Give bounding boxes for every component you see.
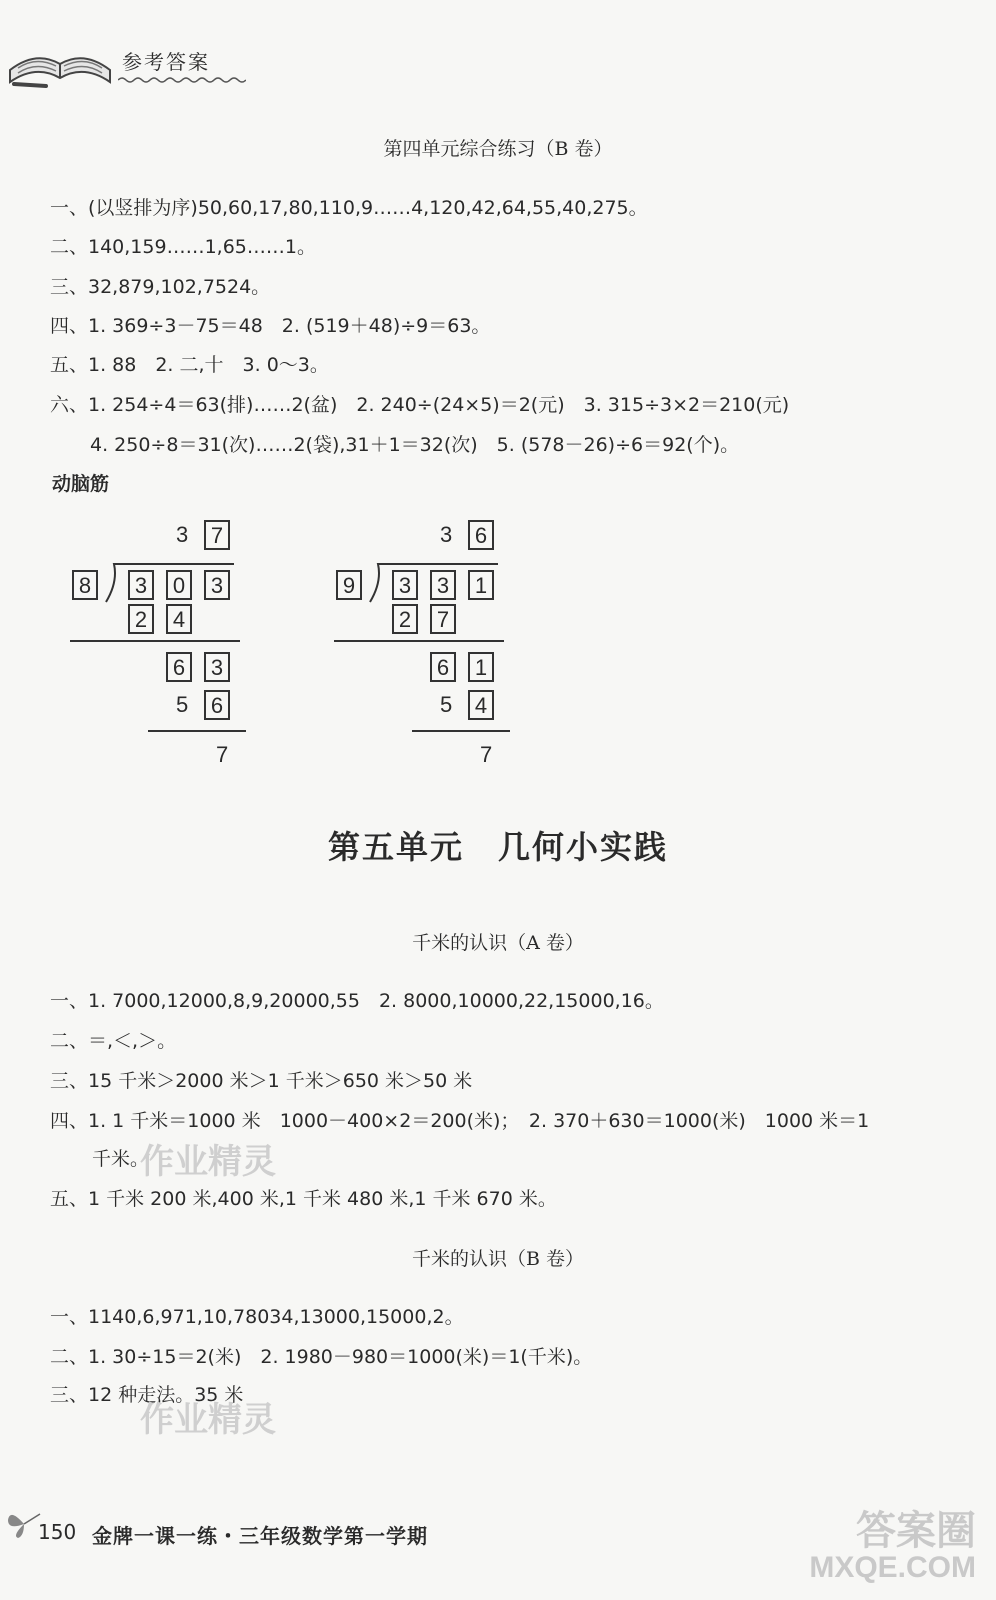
section-title: 第四单元综合练习（B 卷） — [383, 138, 613, 160]
remainder-digit: 7 — [480, 742, 493, 767]
answer-box: 6 — [204, 690, 230, 720]
answer-box: 4 — [166, 604, 192, 634]
section-title: 千米的认识（B 卷） — [411, 1248, 584, 1270]
answer-line: 二、＝,＜,＞。 — [50, 1030, 177, 1052]
book-icon — [6, 30, 114, 92]
answer-box: 3 — [204, 570, 230, 600]
answer-box: 4 — [468, 690, 494, 720]
page-number: 150 — [38, 1520, 77, 1544]
answer-line: 三、32,879,102,7524。 — [50, 276, 271, 298]
answer-line: 六、1. 254÷4＝63(排)……2(盆) 2. 240÷(24×5)＝2(元) 3. 315÷3×2＝210(元) — [50, 394, 790, 416]
division-rule — [412, 730, 510, 732]
header-title: 参考答案 — [122, 50, 210, 74]
watermark: 作业精灵 — [140, 1142, 276, 1182]
answer-box: 8 — [72, 570, 98, 600]
answer-box: 3 — [128, 570, 154, 600]
answer-line: 二、1. 30÷15＝2(米) 2. 1980－980＝1000(米)＝1(千米)。 — [50, 1346, 593, 1368]
answer-line: 千米。 — [92, 1148, 150, 1170]
answer-line: 4. 250÷8＝31(次)……2(袋),31＋1＝32(次) 5. (578－26)÷6＝92(个)。 — [90, 434, 740, 456]
answer-line: 一、(以竖排为序)50,60,17,80,110,9……4,120,42,64,55,40,275。 — [50, 197, 648, 219]
site-watermark-name: 答案圈 — [856, 1508, 976, 1554]
site-watermark — [809, 1510, 976, 1584]
subhead: 动脑筋 — [52, 473, 110, 495]
wave-divider — [118, 76, 246, 84]
answer-line: 四、1. 1 千米＝1000 米 1000－400×2＝200(米)； 2. 370＋630＝1000(米) 1000 米＝1 — [50, 1110, 870, 1132]
answer-box: 3 — [204, 652, 230, 682]
answer-box: 7 — [430, 604, 456, 634]
answer-line: 四、1. 369÷3－75＝48 2. (519＋48)÷9＝63。 — [50, 315, 491, 337]
quotient-digit: 3 — [440, 522, 453, 547]
answer-box: 1 — [468, 652, 494, 682]
section-title: 千米的认识（A 卷） — [412, 932, 584, 954]
answer-box: 3 — [430, 570, 456, 600]
answer-box: 2 — [128, 604, 154, 634]
answer-line: 五、1 千米 200 米,400 米,1 千米 480 米,1 千米 670 米。 — [50, 1188, 557, 1210]
division-rule — [334, 640, 504, 642]
answer-line: 二、140,159……1,65……1。 — [50, 236, 316, 258]
answer-line: 三、15 千米＞2000 米＞1 千米＞650 米＞50 米 — [50, 1070, 473, 1092]
answer-line: 三、12 种走法。35 米 — [50, 1384, 244, 1406]
watermark: 作业精灵 — [140, 1400, 276, 1440]
answer-line: 一、1140,6,971,10,78034,13000,15000,2。 — [50, 1306, 464, 1328]
answer-box: 3 — [392, 570, 418, 600]
answer-line: 五、1. 88 2. 二,十 3. 0～3。 — [50, 354, 329, 376]
answer-box: 0 — [166, 570, 192, 600]
site-watermark-url: MXQE.COM — [809, 1551, 976, 1584]
remainder-digit: 7 — [216, 742, 229, 767]
answer-box: 2 — [392, 604, 418, 634]
answer-box: 9 — [336, 570, 362, 600]
partial-digit: 5 — [440, 692, 453, 717]
partial-digit: 5 — [176, 692, 189, 717]
quotient-digit: 3 — [176, 522, 189, 547]
answer-box: 6 — [166, 652, 192, 682]
answer-box: 1 — [468, 570, 494, 600]
answer-box: 6 — [430, 652, 456, 682]
answer-box: 6 — [468, 520, 494, 550]
division-rule — [148, 730, 246, 732]
footer-title: 金牌一课一练・三年级数学第一学期 — [92, 1524, 428, 1548]
unit-title: 第五单元 几何小实践 — [327, 828, 668, 866]
answer-line: 一、1. 7000,12000,8,9,20000,55 2. 8000,10000,22,15000,16。 — [50, 990, 664, 1012]
answer-box: 7 — [204, 520, 230, 550]
division-rule — [70, 640, 240, 642]
